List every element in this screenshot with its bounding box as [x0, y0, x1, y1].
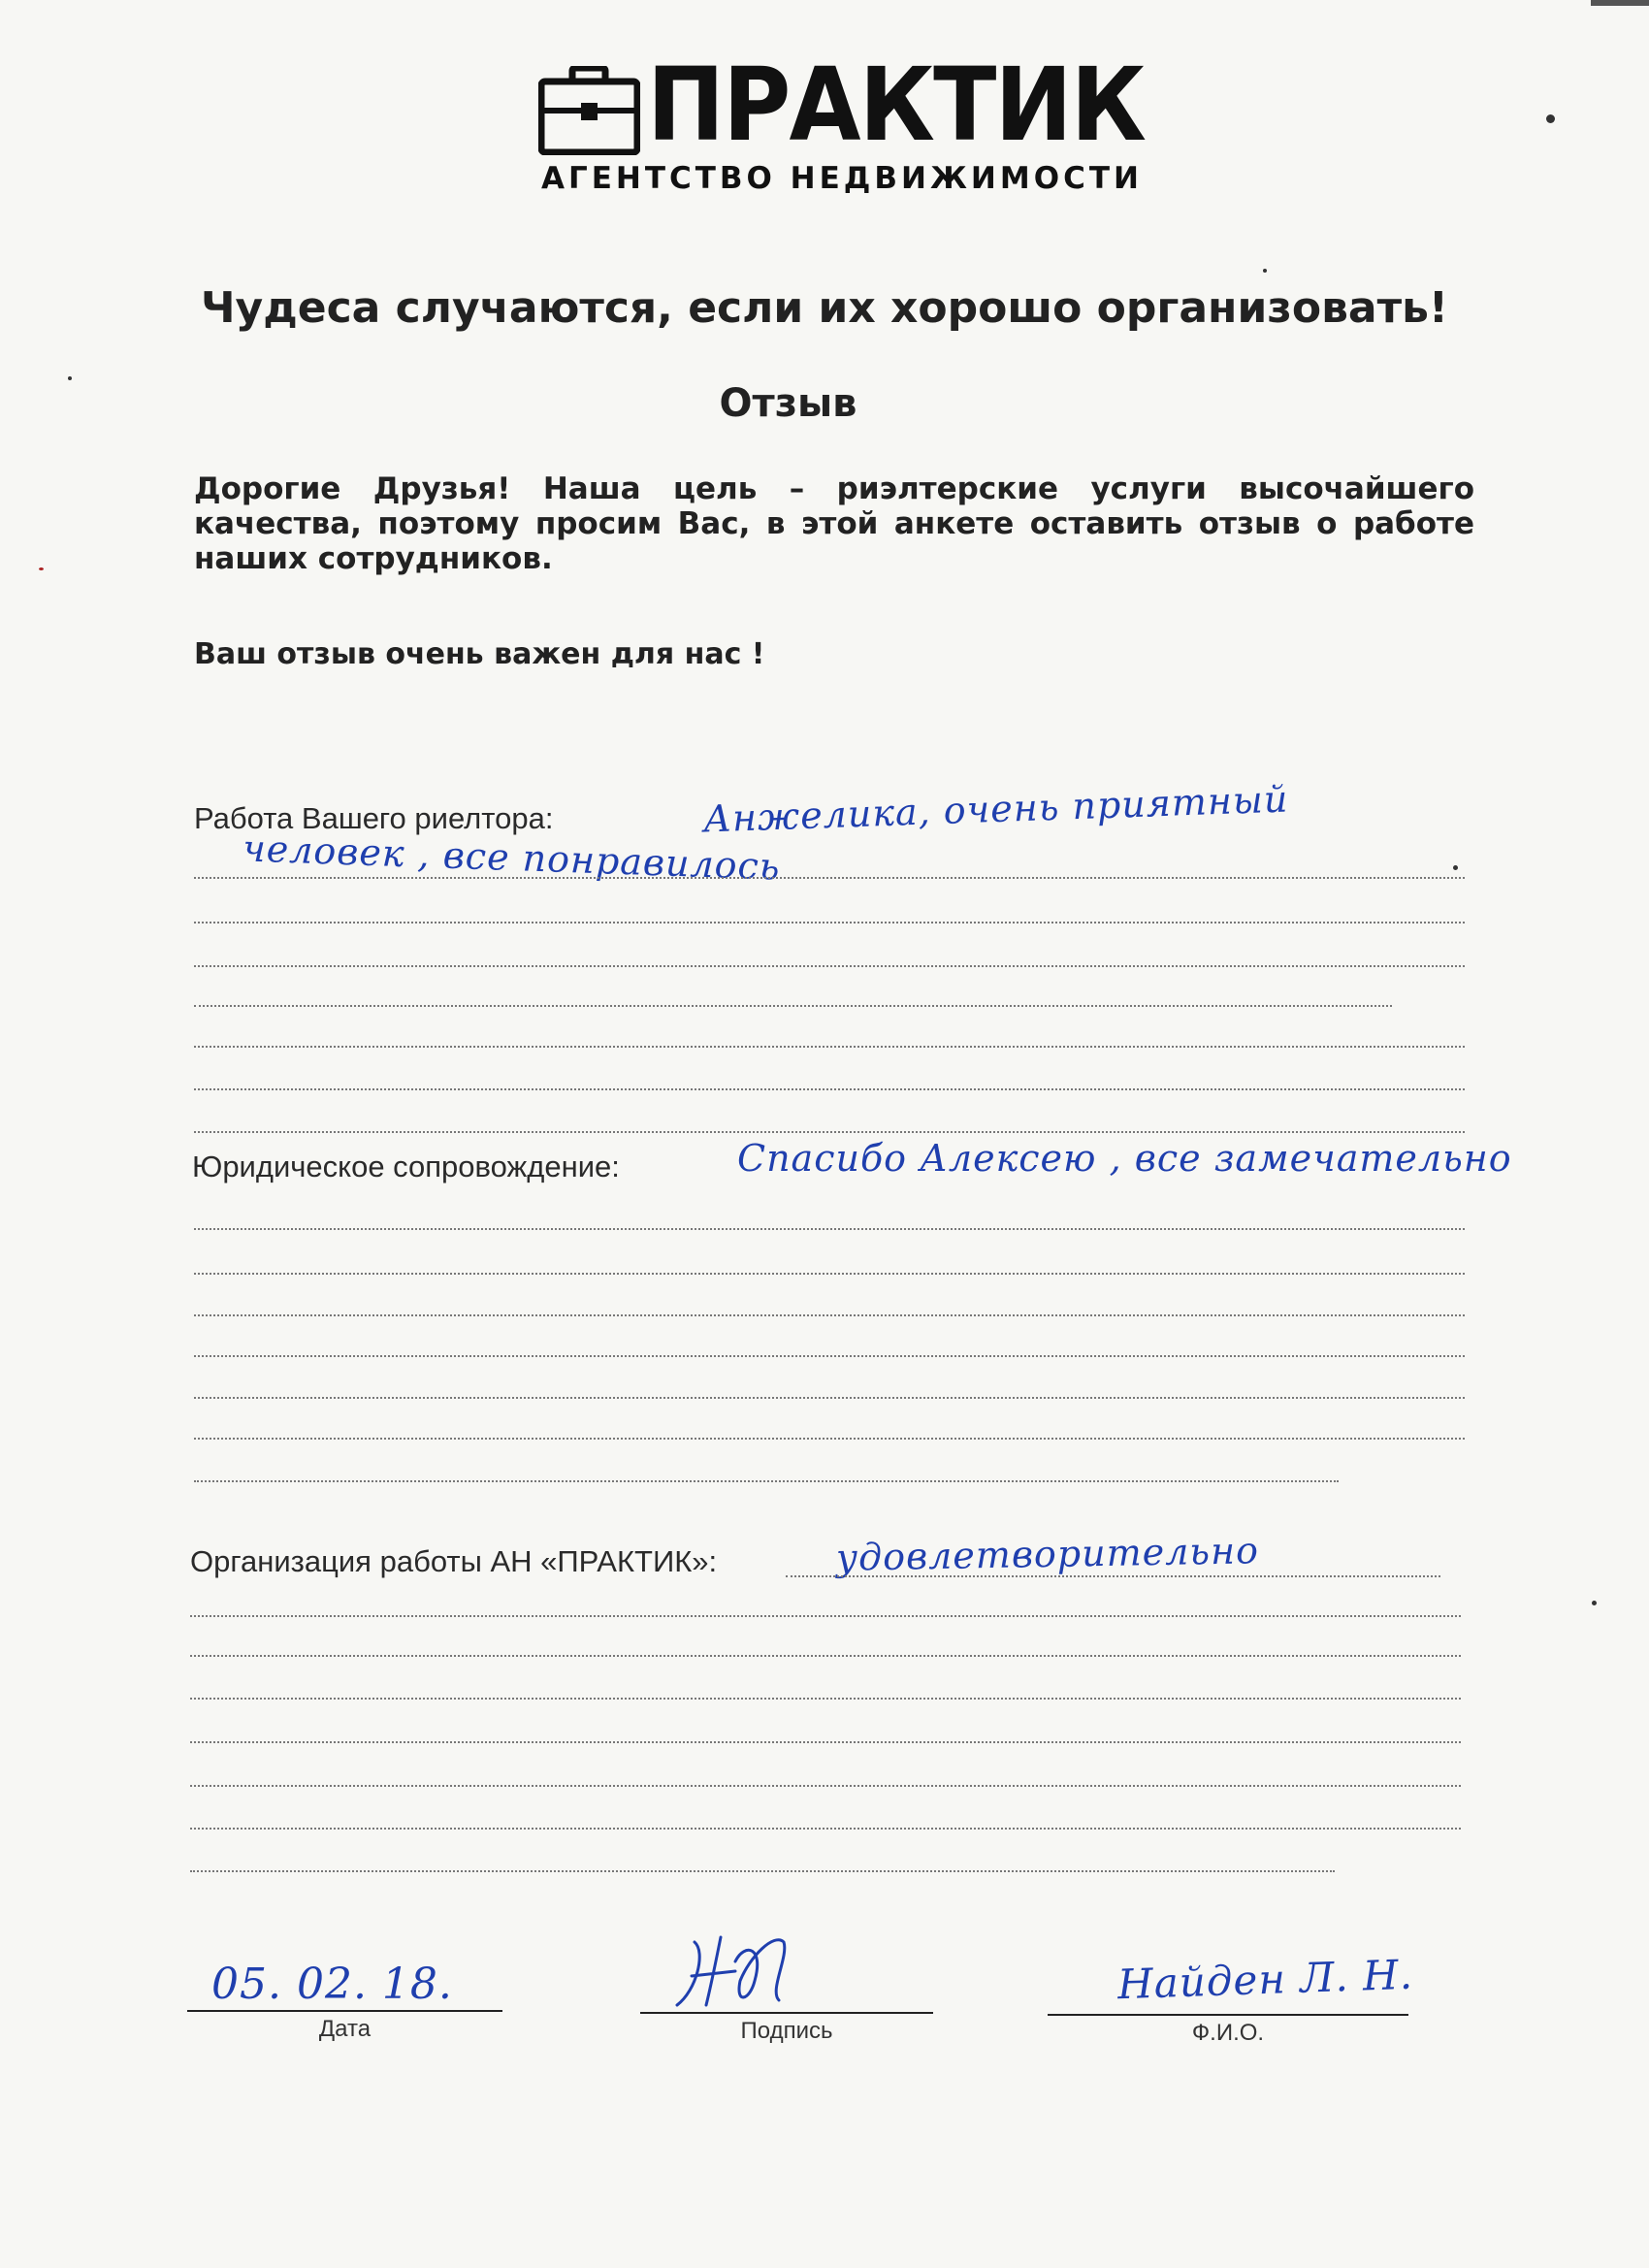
- dotted-line: [194, 1355, 1465, 1357]
- date-underline: [187, 2010, 502, 2012]
- full-name-value: Найден Л. Н.: [1116, 1950, 1414, 2009]
- dotted-line: [190, 1828, 1461, 1830]
- scan-speck: [1453, 865, 1458, 870]
- scan-speck: [1546, 114, 1555, 123]
- briefcase-icon: [538, 66, 640, 155]
- dotted-line: [190, 1698, 1461, 1700]
- dotted-line: [190, 1615, 1461, 1617]
- dotted-line: [194, 922, 1465, 923]
- scan-speck: [39, 567, 44, 570]
- date-value: 05. 02. 18.: [211, 1960, 453, 2009]
- dotted-line: [194, 1480, 1339, 1482]
- slogan: Чудеса случаются, если их хорошо организовать!: [200, 283, 1449, 333]
- dotted-line: [194, 1438, 1465, 1440]
- realtor-answer-line-1: Анжелика, очень приятный: [702, 777, 1289, 841]
- intro-paragraph: Дорогие Друзья! Наша цель – риэлтерские услуги высочайшего качества, поэтому просим Вас, в этой анкете оставить отзыв о работе наших сотрудников.: [194, 471, 1474, 576]
- dotted-line: [190, 1655, 1461, 1657]
- scan-speck: [68, 376, 72, 380]
- dotted-line: [190, 1741, 1461, 1743]
- dotted-line: [194, 1046, 1465, 1048]
- dotted-line: [194, 1088, 1465, 1090]
- signature-caption: Подпись: [740, 2018, 833, 2044]
- dotted-line: [190, 1870, 1335, 1872]
- dotted-line: [786, 1575, 1440, 1577]
- logo-subtitle: АГЕНТСТВО НЕДВИЖИМОСТИ: [541, 161, 1143, 196]
- section-legal-label: Юридическое сопровождение:: [192, 1150, 620, 1183]
- form-title: Отзыв: [719, 381, 857, 426]
- scan-speck: [1592, 1601, 1597, 1605]
- dotted-line: [194, 1131, 1465, 1133]
- important-note: Ваш отзыв очень важен для нас !: [194, 637, 765, 671]
- dotted-line: [194, 1273, 1465, 1275]
- legal-answer-line-1: Спасибо Алексею , все замечательно: [737, 1137, 1512, 1180]
- date-caption: Дата: [318, 2016, 372, 2042]
- company-logo: [538, 46, 1146, 196]
- dotted-line: [194, 1314, 1465, 1316]
- dotted-line: [194, 1397, 1465, 1399]
- section-realtor-label: Работа Вашего риелтора:: [194, 801, 554, 835]
- section-organization-label: Организация работы АН «ПРАКТИК»:: [190, 1544, 718, 1578]
- scan-speck: [1263, 269, 1267, 273]
- handwritten-signature: [667, 1923, 823, 2015]
- dotted-line: [190, 1785, 1461, 1787]
- dotted-line: [194, 877, 1465, 879]
- logo-name: ПРАКТИК: [647, 46, 1146, 164]
- signature-underline: [640, 2012, 933, 2014]
- organization-answer-line-1: удовлетворительно: [835, 1529, 1260, 1579]
- dotted-line: [194, 1228, 1465, 1230]
- full-name-underline: [1048, 2014, 1408, 2016]
- dotted-line: [194, 965, 1465, 967]
- realtor-answer-line-2: человек , все понравилось: [242, 826, 782, 889]
- scan-edge: [1591, 0, 1649, 6]
- full-name-caption: Ф.И.О.: [1191, 2020, 1265, 2046]
- dotted-line: [194, 1005, 1392, 1007]
